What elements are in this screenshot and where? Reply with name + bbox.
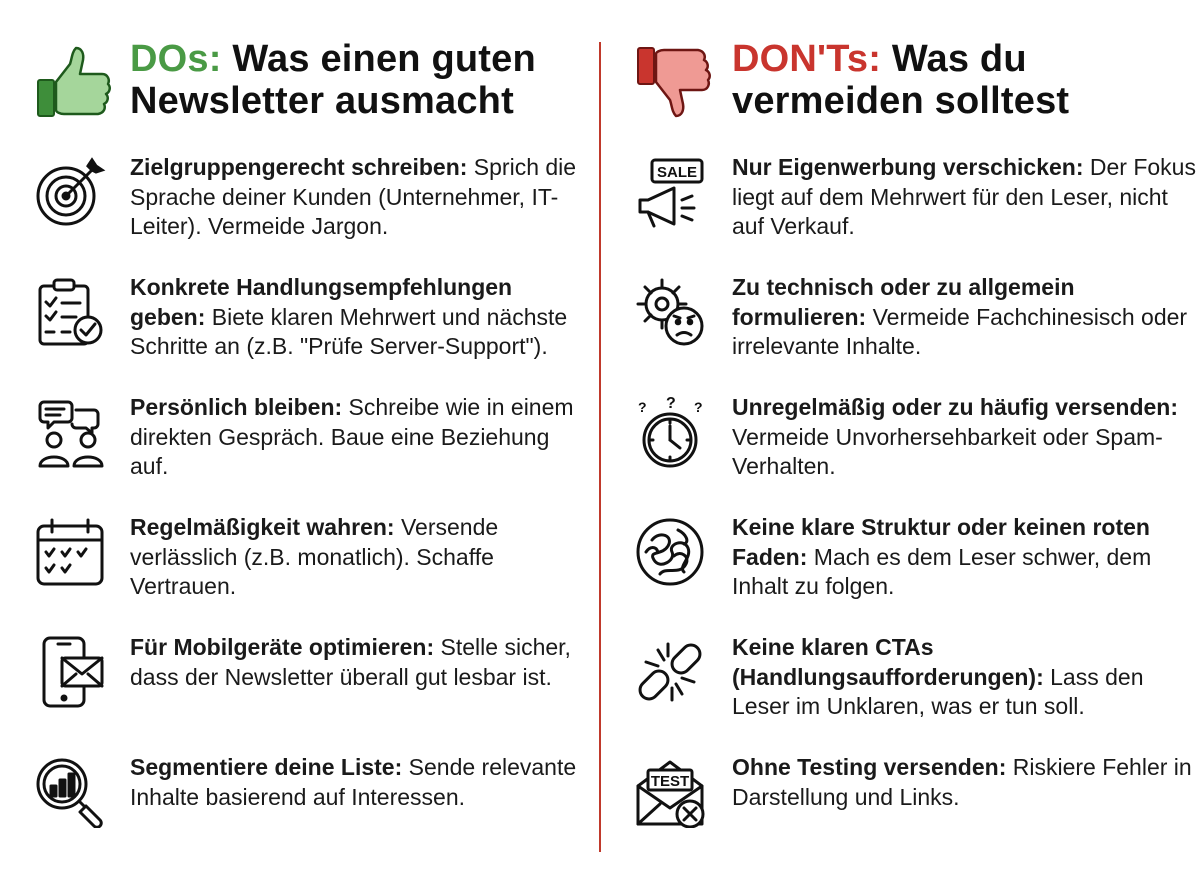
checklist-icon [34, 276, 106, 348]
dos-item-body: Schreibe wie in einem direkten Gespräch. Baue eine Beziehung auf. [130, 394, 574, 479]
donts-item [634, 516, 1200, 616]
dos-item-bold: Zielgruppengerecht schreiben: [130, 154, 468, 180]
dos-item-body: Sende relevante Inhalte basierend auf Interessen. [130, 754, 577, 810]
donts-item-text [732, 513, 1200, 602]
donts-item-text [732, 753, 1200, 812]
donts-item-bold: Unregelmäßig oder zu häufig versenden: [732, 394, 1179, 420]
dos-item-text [130, 633, 590, 692]
dos-item [34, 756, 594, 856]
dos-item-text [130, 513, 590, 602]
donts-item-text [732, 153, 1200, 242]
donts-item-bold: Ohne Testing versenden: [732, 754, 1007, 780]
dos-item-text [130, 153, 590, 242]
sale-megaphone-icon [634, 156, 706, 228]
donts-item [634, 276, 1200, 376]
dos-item-text [130, 273, 590, 362]
donts-item-bold: Keine klare Struktur oder keinen roten Faden: [732, 514, 1150, 570]
dos-item-bold: Persönlich bleiben: [130, 394, 343, 420]
donts-header [634, 38, 1194, 128]
svg-text:?: ? [694, 399, 703, 415]
dos-title-rest: Was einen guten Newsletter ausmacht [130, 38, 536, 122]
column-divider [599, 42, 601, 852]
target-icon [34, 156, 106, 228]
thumbs-down-icon [634, 42, 714, 122]
donts-item-body: Mach es dem Leser schwer, dem Inhalt zu folgen. [732, 543, 1152, 599]
donts-item-bold: Nur Eigenwerbung verschicken: [732, 154, 1084, 180]
tangled-yarn-icon [634, 516, 706, 588]
donts-item [634, 396, 1200, 496]
test-label: TEST [650, 773, 690, 790]
mobile-mail-icon [34, 636, 106, 708]
dos-item [34, 396, 594, 496]
dos-title [130, 38, 594, 122]
dos-item [34, 636, 594, 736]
thumbs-up-icon [34, 42, 114, 122]
dos-item [34, 156, 594, 256]
donts-item-text [732, 633, 1200, 722]
test-envelope-icon [634, 756, 706, 828]
dos-item-text [130, 393, 590, 482]
donts-item-bold: Keine klaren CTAs (Handlungsaufforderungen): [732, 634, 1044, 690]
donts-title-rest: Was du vermeiden solltest [732, 38, 1070, 122]
magnifier-chart-icon [34, 756, 106, 828]
dos-item-body: Biete klaren Mehrwert und nächste Schritte an (z.B. "Prüfe Server-Support"). [130, 303, 568, 359]
dos-item-text [130, 753, 590, 812]
broken-link-icon [634, 636, 706, 708]
dos-item-body: Stelle sicher, dass der Newsletter überall gut lesbar ist. [130, 634, 571, 690]
donts-item-body: Der Fokus liegt auf dem Mehrwert für den Leser, nicht auf Verkauf. [732, 154, 1196, 239]
donts-item [634, 756, 1200, 856]
donts-item-text [732, 393, 1200, 482]
calendar-icon [34, 516, 106, 588]
dos-item-body: Sprich die Sprache deiner Kunden (Unternehmer, IT-Leiter). Vermeide Jargon. [130, 154, 577, 239]
donts-item-body: Riskiere Fehler in Darstellung und Links. [732, 754, 1192, 810]
sale-label: SALE [656, 164, 698, 181]
svg-text:?: ? [638, 399, 647, 415]
donts-title [732, 38, 1194, 122]
donts-item-body: Vermeide Unvorhersehbarkeit oder Spam-Verhalten. [732, 423, 1163, 479]
donts-item-bold: Zu technisch oder zu allgemein formulieren: [732, 274, 1075, 330]
donts-item-text [732, 273, 1200, 362]
dos-header [34, 38, 594, 128]
dos-item-bold: Regelmäßigkeit wahren: [130, 514, 395, 540]
dos-item-bold: Segmentiere deine Liste: [130, 754, 403, 780]
dos-item-bold: Konkrete Handlungsempfehlungen geben: [130, 274, 513, 330]
gear-confused-icon [634, 276, 706, 348]
dos-item [34, 276, 594, 376]
dos-item [34, 516, 594, 616]
donts-item-body: Lass den Leser im Unklaren, was er tun soll. [732, 663, 1144, 719]
dos-item-body: Versende verlässlich (z.B. monatlich). Schaffe Vertrauen. [130, 514, 499, 599]
donts-item [634, 636, 1200, 736]
svg-text:?: ? [666, 396, 676, 412]
donts-title-prefix: DON'Ts: [732, 38, 882, 80]
donts-item-body: Vermeide Fachchinesisch oder irrelevante Inhalte. [732, 303, 1188, 359]
dos-item-bold: Für Mobilgeräte optimieren: [130, 634, 435, 660]
conversation-icon [34, 396, 106, 468]
donts-item [634, 156, 1200, 256]
dos-title-prefix: DOs: [130, 38, 222, 80]
clock-question-icon [634, 396, 706, 468]
